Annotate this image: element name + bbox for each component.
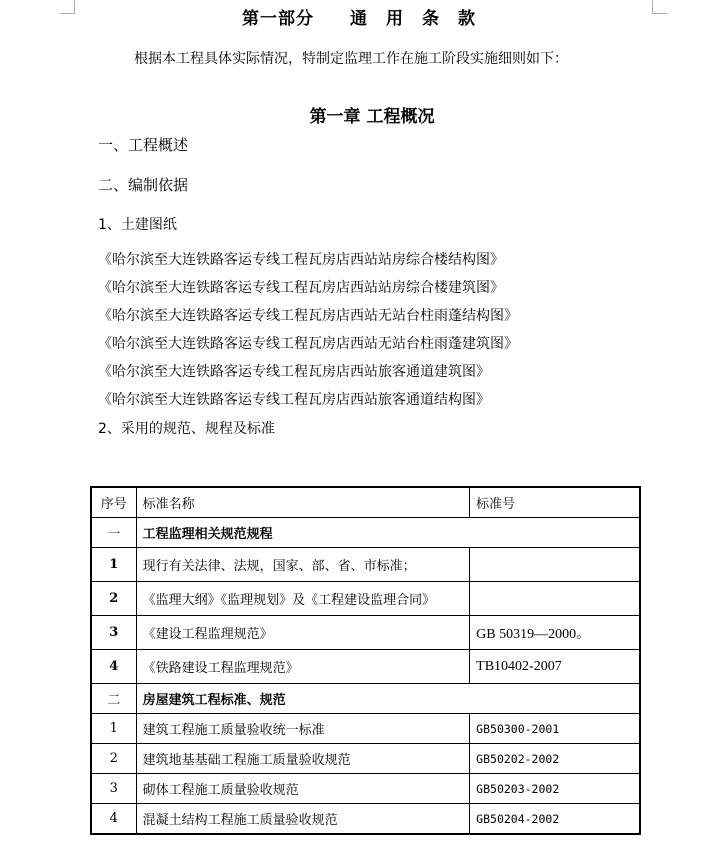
table-row [91, 548, 640, 582]
drawing-item: 《哈尔滨至大连铁路客运专线工程瓦房店西站站房综合楼结构图》 [98, 252, 504, 268]
drawing-item: 《哈尔滨至大连铁路客运专线工程瓦房店西站旅客通道建筑图》 [98, 364, 490, 380]
section-heading-overview: 一、工程概述 [98, 136, 189, 154]
row-code: TB10402-2007 [470, 650, 640, 684]
row-name: 《建设工程监理规范》 [136, 616, 470, 650]
row-code: GB50203-2002 [470, 774, 640, 804]
subsection-drawings: 1、土建图纸 [98, 217, 177, 233]
drawing-item: 《哈尔滨至大连铁路客运专线工程瓦房店西站无站台柱雨蓬建筑图》 [98, 336, 518, 352]
group-title: 房屋建筑工程标准、规范 [136, 684, 640, 714]
row-code: GB50204-2002 [470, 804, 640, 835]
group-row [91, 684, 640, 714]
row-no: 1 [91, 714, 136, 744]
row-no: 4 [91, 650, 136, 684]
row-no: 1 [91, 548, 136, 582]
drawing-item: 《哈尔滨至大连铁路客运专线工程瓦房店西站旅客通道结构图》 [98, 392, 490, 408]
subsection-standards: 2、采用的规范、规程及标准 [98, 421, 275, 437]
header-no: 序号 [91, 487, 136, 518]
drawing-item: 《哈尔滨至大连铁路客运专线工程瓦房店西站无站台柱雨蓬结构图》 [98, 308, 518, 324]
table-row [91, 616, 640, 650]
row-name: 《监理大纲》《监理规划》及《工程建设监理合同》 [136, 582, 470, 616]
row-no: 2 [91, 744, 136, 774]
table-row [91, 744, 640, 774]
drawing-item: 《哈尔滨至大连铁路客运专线工程瓦房店西站站房综合楼建筑图》 [98, 280, 504, 296]
part-title: 第一部分 通 用 条 款 [242, 9, 476, 29]
group-title: 工程监理相关规范规程 [136, 518, 640, 548]
row-name: 混凝土结构工程施工质量验收规范 [136, 804, 470, 835]
row-code: GB50202-2002 [470, 744, 640, 774]
chapter-title: 第一章 工程概况 [309, 107, 435, 127]
row-code [470, 548, 640, 582]
intro-paragraph: 根据本工程具体实际情况，特制定监理工作在施工阶段实施细则如下： [134, 51, 568, 67]
row-name: 建筑地基基础工程施工质量验收规范 [136, 744, 470, 774]
group-no: 一 [91, 518, 136, 548]
row-code: GB50300-2001 [470, 714, 640, 744]
row-no: 3 [91, 616, 136, 650]
table-header-row [91, 487, 640, 518]
row-no: 2 [91, 582, 136, 616]
row-name: 建筑工程施工质量验收统一标准 [136, 714, 470, 744]
row-code: GB 50319—2000。 [470, 616, 640, 650]
table-row [91, 804, 640, 835]
standards-table [90, 486, 641, 835]
row-no: 4 [91, 804, 136, 835]
row-name: 《铁路建设工程监理规范》 [136, 650, 470, 684]
row-name: 砌体工程施工质量验收规范 [136, 774, 470, 804]
row-name: 现行有关法律、法规，国家、部、省、市标准； [136, 548, 470, 582]
group-no: 二 [91, 684, 136, 714]
table-row [91, 714, 640, 744]
row-code [470, 582, 640, 616]
header-name: 标准名称 [136, 487, 470, 518]
table-row [91, 774, 640, 804]
table-row [91, 650, 640, 684]
row-no: 3 [91, 774, 136, 804]
table-row [91, 582, 640, 616]
group-row [91, 518, 640, 548]
header-code: 标准号 [470, 487, 640, 518]
section-heading-basis: 二、编制依据 [98, 176, 189, 194]
